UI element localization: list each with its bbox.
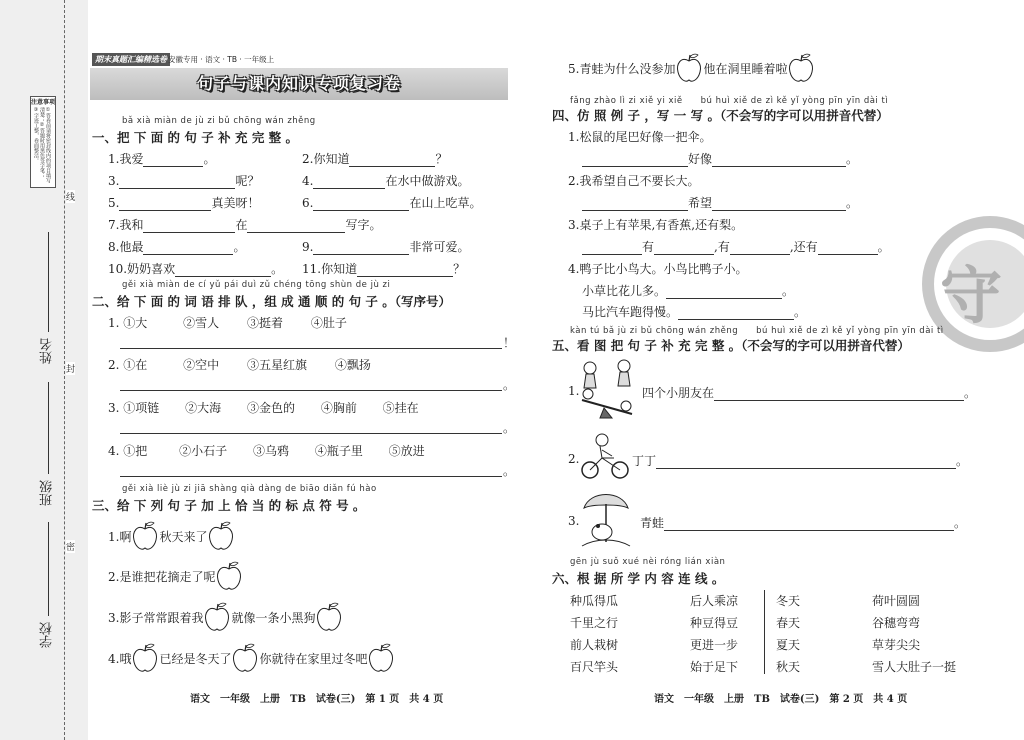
seal-char-seal: 封 xyxy=(66,362,75,375)
s5-item-1-num: 1. xyxy=(568,384,580,398)
apple-answer-box-icon[interactable] xyxy=(131,520,159,555)
match-right-item[interactable]: 后人乘凉 xyxy=(690,594,739,608)
s5-item-2-blank[interactable] xyxy=(656,454,956,469)
class-label: 班级 xyxy=(40,480,55,506)
s5-item-3-blank[interactable] xyxy=(664,516,954,531)
apple-answer-box-icon[interactable] xyxy=(367,642,395,677)
s6-col1 xyxy=(570,590,618,678)
binding-dashed-line xyxy=(64,0,65,740)
match-left-item[interactable]: 秋天 xyxy=(776,660,801,674)
apple-answer-box-icon[interactable] xyxy=(675,52,703,87)
s1-item-4-blank[interactable] xyxy=(313,174,385,189)
s2-pinyin: gěi xià miàn de cí yǔ pái duì zǔ chéng tōng shùn de jù zi xyxy=(122,280,391,290)
match-divider xyxy=(764,590,765,674)
s4-ex1-blank-a[interactable] xyxy=(582,152,688,167)
frog-lotus-leaf-illustration xyxy=(580,488,632,556)
s5-item-2-num: 2. xyxy=(568,452,580,466)
name-label: 姓名 xyxy=(40,338,55,364)
seal-char-line: 线 xyxy=(66,190,75,203)
s1-item-11-blank[interactable] xyxy=(357,262,453,277)
match-left-item[interactable]: 春天 xyxy=(776,616,801,630)
match-left-item[interactable]: 种瓜得瓜 xyxy=(570,594,619,608)
match-right-item[interactable]: 荷叶圆圆 xyxy=(872,594,921,608)
s1-item-3: 3. 呢？ xyxy=(108,174,260,188)
match-right-item[interactable]: 种豆得豆 xyxy=(690,616,739,630)
apple-answer-box-icon[interactable] xyxy=(207,520,235,555)
school-field[interactable] xyxy=(48,522,49,616)
s3-title: 三、给 下 列 句 子 加 上 恰 当 的 标 点 符 号 。 xyxy=(92,498,366,513)
s6-title: 六、根 据 所 学 内 容 连 线 。 xyxy=(552,571,725,586)
s5-item-1-blank[interactable] xyxy=(714,386,964,401)
s2-item-2-answer-line[interactable] xyxy=(120,390,502,391)
s4-ex3-blank-c[interactable] xyxy=(730,240,790,255)
s4-ex3-blank-b[interactable] xyxy=(654,240,714,255)
s1-item-7-blank-a[interactable] xyxy=(143,218,235,233)
s4-ex1-answer: 好像 。 xyxy=(582,150,858,167)
s1-pinyin: bǎ xià miàn de jù zi bǔ chōng wán zhěng xyxy=(122,116,316,126)
s3-item-3: 3.影子常常跟着我 就像一条小黑狗 xyxy=(108,601,343,636)
match-right-item[interactable]: 更进一步 xyxy=(690,638,739,652)
s2-item-3-end: 。 xyxy=(503,421,516,435)
notice-title: 注意事项 xyxy=(31,99,56,106)
s1-item-9-blank[interactable] xyxy=(313,240,409,255)
s2-item-4-answer-line[interactable] xyxy=(120,476,502,477)
page1-footer: 语文 一年级 上册 TB 试卷(三) 第 1 页 共 4 页 xyxy=(190,694,444,705)
stamp-char: 守 xyxy=(940,259,1003,332)
s1-item-8-blank[interactable] xyxy=(143,240,233,255)
match-left-item[interactable]: 冬天 xyxy=(776,594,801,608)
p2-q5: 5.青蛙为什么没参加 他在洞里睡着啦 xyxy=(568,52,815,87)
s1-item-7: 7.我和 在 写字。 xyxy=(108,218,382,232)
s4-pinyin: fǎng zhào lì zi xiě yi xiě bú huì xiě de zì kě yǐ yòng pīn yīn dài tì xyxy=(570,96,889,106)
class-field[interactable] xyxy=(48,382,49,474)
apple-answer-box-icon[interactable] xyxy=(231,642,259,677)
s4-ex3-blank-d[interactable] xyxy=(818,240,878,255)
apple-answer-box-icon[interactable] xyxy=(215,560,243,595)
s4-ex3: 3.桌子上有苹果,有香蕉,还有梨。 xyxy=(568,218,744,232)
s4-ex4: 4.鸭子比小鸟大。小鸟比鸭子小。 xyxy=(568,262,748,276)
s1-item-7-blank-b[interactable] xyxy=(247,218,345,233)
match-right-item[interactable]: 草芽尖尖 xyxy=(872,638,921,652)
school-label: 学校 xyxy=(40,622,55,648)
s1-item-1: 1.我爱 。 xyxy=(108,152,216,166)
s5-title: 五、看 图 把 句 子 补 充 完 整 。（不会写的字可以用拼音代替） xyxy=(552,338,910,353)
s4-ex1-blank-b[interactable] xyxy=(712,152,846,167)
match-left-item[interactable]: 夏天 xyxy=(776,638,801,652)
s4-ex3-blank-a[interactable] xyxy=(582,240,642,255)
s2-item-2: 2. ①在 ②空中 ③五星红旗 ④飘扬 xyxy=(108,358,371,372)
s2-item-1-answer-line[interactable] xyxy=(120,348,502,349)
name-field[interactable] xyxy=(48,232,49,332)
s1-item-6-blank[interactable] xyxy=(313,196,409,211)
s2-item-2-end: 。 xyxy=(503,378,516,392)
s6-pinyin: gēn jù suǒ xué nèi róng lián xiàn xyxy=(570,557,726,567)
s4-ex2-blank-b[interactable] xyxy=(712,196,846,211)
s2-title: 二、给 下 面 的 词 语 排 队 ，组 成 通 顺 的 句 子 。（写序号） xyxy=(92,294,452,309)
s4-ex4-b: 马比汽车跑得慢。 。 xyxy=(582,305,807,319)
s4-ex2-blank-a[interactable] xyxy=(582,196,688,211)
s1-item-11: 11.你知道 ？ xyxy=(302,262,466,276)
page-title: 句子与课内知识专项复习卷 xyxy=(196,74,401,93)
s2-item-1: 1. ①大 ②雪人 ③挺着 ④肚子 xyxy=(108,316,347,330)
s5-item-3: 青蛙 。 xyxy=(640,516,967,530)
s1-item-4: 4. 在水中做游戏。 xyxy=(302,174,470,188)
s4-ex2: 2.我希望自己不要长大。 xyxy=(568,174,700,188)
s4-ex4-blank-a[interactable] xyxy=(666,284,782,299)
s1-item-2-blank[interactable] xyxy=(349,152,435,167)
children-seesaw-illustration xyxy=(576,356,636,430)
match-right-item[interactable]: 谷穗弯弯 xyxy=(872,616,921,630)
s6-col2 xyxy=(690,590,738,678)
s1-title: 一、把 下 面 的 句 子 补 充 完 整 。 xyxy=(92,130,299,145)
apple-answer-box-icon[interactable] xyxy=(203,601,231,636)
match-left-item[interactable]: 前人栽树 xyxy=(570,638,619,652)
series-meta: 安徽专用 · 语文 · TB · 一年级上 xyxy=(168,55,275,64)
s4-ex1: 1.松鼠的尾巴好像一把伞。 xyxy=(568,130,712,144)
match-left-item[interactable]: 千里之行 xyxy=(570,616,619,630)
s4-ex3-answer: 有 ,有 ,还有 。 xyxy=(582,238,890,255)
s2-item-3-answer-line[interactable] xyxy=(120,433,502,434)
match-left-item[interactable]: 百尺竿头 xyxy=(570,660,619,674)
s5-item-3-num: 3. xyxy=(568,514,580,528)
notice-box xyxy=(30,96,56,188)
s5-item-1: 四个小朋友在 。 xyxy=(642,386,977,400)
s5-item-2: 丁丁 。 xyxy=(632,454,969,468)
s3-item-4: 4.哦 已经是冬天了 你就待在家里过冬吧 xyxy=(108,642,395,677)
match-right-item[interactable]: 雪人大肚子一挺 xyxy=(872,660,957,674)
s2-item-3: 3. ①项链 ②大海 ③金色的 ④胸前 ⑤挂在 xyxy=(108,401,419,415)
s1-item-9: 9. 非常可爱。 xyxy=(302,240,470,254)
s1-item-1-blank[interactable] xyxy=(143,152,203,167)
s3-item-2: 2.是谁把花摘走了呢 xyxy=(108,560,243,595)
s6-col4 xyxy=(872,590,956,678)
s3-pinyin: gěi xià liè jù zi jiā shàng qià dàng de biāo diǎn fú hào xyxy=(122,484,377,494)
s1-item-6: 6. 在山上吃草。 xyxy=(302,196,482,210)
match-right-item[interactable]: 始于足下 xyxy=(690,660,739,674)
s4-ex2-answer: 希望 。 xyxy=(582,194,858,211)
s1-item-10: 10.奶奶喜欢 。 xyxy=(108,262,284,276)
apple-answer-box-icon[interactable] xyxy=(131,642,159,677)
s2-item-4: 4. ①把 ②小石子 ③乌鸦 ④瓶子里 ⑤放进 xyxy=(108,444,425,458)
s1-item-2: 2.你知道 ？ xyxy=(302,152,448,166)
s4-ex4-a: 小草比花儿多。 。 xyxy=(582,284,795,298)
s1-item-3-blank[interactable] xyxy=(119,174,235,189)
page2-footer: 语文 一年级 上册 TB 试卷(三) 第 2 页 共 4 页 xyxy=(654,694,908,705)
s6-col3 xyxy=(776,590,800,678)
seal-char-secret: 密 xyxy=(66,540,75,553)
notice-text: ①答卷前请将密封线内的项目填写清楚；②答题时用黑色签字笔；③字迹工整，卷面整洁。 xyxy=(33,107,51,183)
s2-item-1-end: ！ xyxy=(503,336,516,350)
series-badge: 期末真题汇编精选卷 xyxy=(92,53,170,66)
apple-answer-box-icon[interactable] xyxy=(787,52,815,87)
s2-item-4-end: 。 xyxy=(503,464,516,478)
s1-item-10-blank[interactable] xyxy=(175,262,271,277)
s1-item-5: 5. 真美呀！ xyxy=(108,196,260,210)
s5-pinyin: kàn tú bǎ jù zi bǔ chōng wán zhěng bú huì xiě de zì kě yǐ yòng pīn yīn dài tì xyxy=(570,326,944,336)
apple-answer-box-icon[interactable] xyxy=(315,601,343,636)
s1-item-8: 8.他最 。 xyxy=(108,240,246,254)
s4-title: 四、仿 照 例 子 ，写 一 写 。（不会写的字可以用拼音代替） xyxy=(552,108,889,123)
s3-item-1: 1.啊 秋天来了 xyxy=(108,520,235,555)
s4-ex4-blank-b[interactable] xyxy=(678,305,794,320)
boy-bicycle-illustration xyxy=(580,432,630,484)
s1-item-5-blank[interactable] xyxy=(119,196,211,211)
